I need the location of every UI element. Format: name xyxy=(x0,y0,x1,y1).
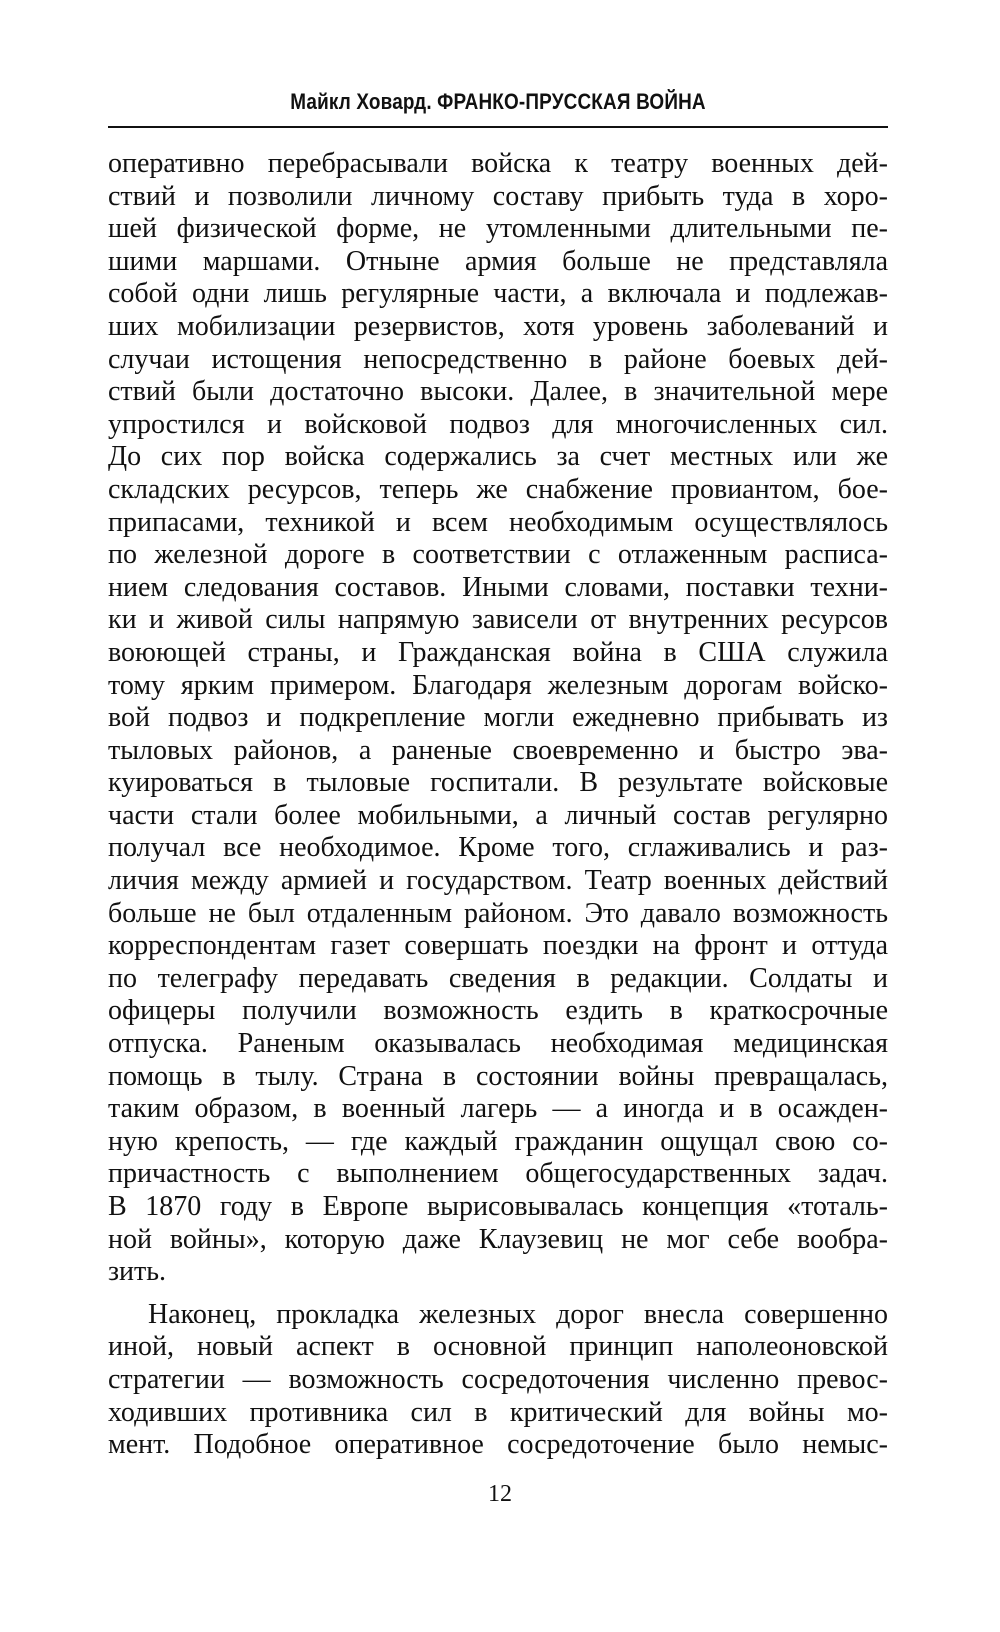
text-line: шей физической форме, не утомленными длительными пе- xyxy=(108,213,888,245)
paragraph-gap xyxy=(108,1289,888,1299)
text-line: помощь в тылу. Страна в состоянии войны превращалась, xyxy=(108,1060,888,1092)
text-line: В 1870 году в Европе вырисовывалась концепция «тоталь- xyxy=(108,1191,888,1222)
text-line: Наконец, прокладка железных дорог внесла совершенно xyxy=(148,1298,888,1330)
text-line: случаи истощения непосредственно в районе боевых дей- xyxy=(108,343,888,375)
text-line: вой подвоз и подкрепление могли ежедневно прибывать из xyxy=(108,702,888,734)
header-rule xyxy=(108,126,888,128)
text-line: тыловых районов, а раненые своевременно и быстро эва- xyxy=(108,734,888,766)
text-line: ную крепость, — где каждый гражданин ощущал свою со- xyxy=(108,1125,888,1157)
text-line: ших мобилизации резервистов, хотя уровень заболеваний и xyxy=(108,310,888,342)
text-line: ки и живой силы напрямую зависели от внутренних ресурсов xyxy=(108,604,888,636)
text-line: больше не был отдаленным районом. Это давало возможность xyxy=(108,897,888,929)
text-line: мент. Подобное оперативное сосредоточение было немыс- xyxy=(108,1429,888,1461)
text-line: по железной дороге в соответствии с отлаженным расписа- xyxy=(108,539,888,571)
text-line: упростился и войсковой подвоз для многочисленных сил. xyxy=(108,408,888,440)
text-line: ствий и позволили личному составу прибыть туда в хоро- xyxy=(108,180,888,212)
text-line: отпуска. Раненым оказывалась необходимая медицинская xyxy=(108,1028,888,1060)
text-line: ной войны», которую даже Клаузевиц не мог себе вообра- xyxy=(108,1223,888,1255)
text-line: личия между армией и государством. Театр военных действий xyxy=(108,865,888,897)
text-line: собой одни лишь регулярные части, а включала и подлежав- xyxy=(108,278,888,310)
paragraph xyxy=(108,148,888,1289)
text-line: складских ресурсов, теперь же снабжение провиантом, бое- xyxy=(108,473,888,505)
text-line: зить. xyxy=(108,1256,167,1288)
text-line: До сих пор войска содержались за счет местных или же xyxy=(108,441,888,473)
text-line: воюющей страны, и Гражданская война в США служила xyxy=(108,636,888,668)
page-number: 12 xyxy=(488,1481,512,1507)
text-line: тому ярким примером. Благодаря железным дорогам войско- xyxy=(108,669,888,701)
text-line: причастность с выполнением общегосударственных задач. xyxy=(108,1158,888,1190)
text-line: ствий были достаточно высоки. Далее, в значительной мере xyxy=(108,376,888,408)
text-line: корреспондентам газет совершать поездки на фронт и оттуда xyxy=(108,930,888,962)
text-line: шими маршами. Отныне армия больше не представляла xyxy=(108,245,888,277)
text-line: иной, новый аспект в основной принцип наполеоновской xyxy=(108,1331,888,1363)
text-line: офицеры получили возможность ездить в краткосрочные xyxy=(108,995,888,1027)
text-line: получал все необходимое. Кроме того, сглаживались и раз- xyxy=(108,832,888,864)
text-line: куироваться в тыловые госпитали. В результате войсковые xyxy=(108,767,888,799)
text-line: припасами, техникой и всем необходимым осуществлялось xyxy=(108,506,888,538)
paragraph xyxy=(108,1299,888,1462)
text-line: оперативно перебрасывали войска к театру военных дей- xyxy=(108,148,888,179)
text-line: таким образом, в военный лагерь — а иногда и в осажден- xyxy=(108,1093,888,1125)
text-line: части стали более мобильными, а личный состав регулярно xyxy=(108,799,888,831)
text-line: стратегии — возможность сосредоточения численно превос- xyxy=(108,1363,888,1395)
text-line: нием следования составов. Иными словами, поставки техни- xyxy=(108,571,888,603)
text-line: ходивших противника сил в критический для войны мо- xyxy=(108,1396,888,1428)
text-line: по телеграфу передавать сведения в редакции. Солдаты и xyxy=(108,962,888,994)
running-head: Майкл Ховард. ФРАНКО-ПРУССКАЯ ВОЙНА xyxy=(290,89,706,114)
body-text xyxy=(108,148,888,1462)
